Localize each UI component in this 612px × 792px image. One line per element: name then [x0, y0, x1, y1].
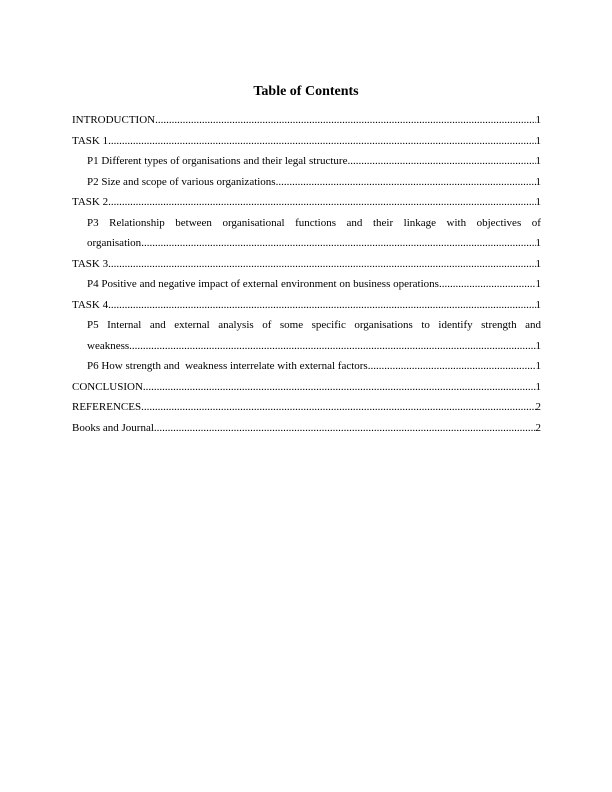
toc-entry-books-and-journal[interactable]	[72, 418, 541, 439]
toc-entry-word: P3	[87, 216, 99, 229]
toc-entry-label-line1	[87, 315, 541, 336]
toc-entry-word: strength	[481, 319, 517, 331]
toc-entry-label: TASK 4	[72, 298, 109, 311]
dot-leader	[108, 254, 535, 275]
toc-entry-p3[interactable]	[72, 213, 541, 254]
toc-entry-word: and	[525, 319, 541, 331]
toc-entry-word: P5	[87, 319, 99, 331]
toc-entry-label: P6 How strength and weakness interrelate with external factors	[87, 360, 368, 372]
toc-entry-page: 1	[535, 155, 541, 167]
dot-leader	[154, 418, 536, 439]
toc-entry-page: 1	[535, 298, 541, 311]
toc-entry-word: objectives	[476, 216, 522, 229]
toc-entry-task-1[interactable]	[72, 131, 541, 152]
toc-entry-p5[interactable]	[72, 315, 541, 356]
toc-entry-word: and	[149, 319, 166, 331]
toc-entry-page: 1	[535, 175, 541, 188]
toc-entry-p4[interactable]	[72, 274, 541, 295]
dot-leader	[108, 295, 535, 316]
table-of-contents	[72, 110, 541, 438]
toc-entry-page: 1	[535, 114, 541, 126]
toc-entry-word: external	[174, 319, 210, 331]
toc-entry-word: of	[262, 319, 272, 331]
dot-leader	[439, 274, 536, 295]
toc-entry-label: P1 Different types of organisations and their legal structure	[87, 155, 348, 167]
toc-entry-label: P2 Size and scope of various organizations	[87, 175, 276, 188]
toc-entry-word: analysis	[218, 319, 254, 331]
toc-entry-task-3[interactable]	[72, 254, 541, 275]
dot-leader	[141, 233, 535, 254]
toc-entry-word: Internal	[107, 319, 142, 331]
toc-entry-page: 1	[535, 134, 541, 147]
toc-entry-conclusion[interactable]	[72, 377, 541, 398]
dot-leader	[108, 192, 535, 213]
toc-entry-word: specific	[311, 319, 346, 331]
toc-entry-word: organisations	[354, 319, 413, 331]
dot-leader	[141, 397, 535, 418]
toc-entry-word: functions	[295, 216, 337, 229]
toc-entry-p6[interactable]	[72, 356, 541, 377]
toc-entry-page: 1	[535, 339, 541, 352]
toc-entry-task-4[interactable]	[72, 295, 541, 316]
toc-entry-page: 1	[535, 360, 541, 372]
dot-leader	[143, 377, 536, 398]
toc-entry-page: 1	[535, 278, 541, 290]
toc-entry-word: of	[531, 216, 541, 229]
toc-entry-task-2[interactable]	[72, 192, 541, 213]
toc-entry-label-line2: weakness	[87, 339, 130, 352]
toc-entry-page: 1	[535, 257, 541, 270]
toc-entry-label-line2: organisation	[87, 237, 142, 249]
dot-leader	[108, 131, 535, 152]
toc-entry-word: their	[372, 216, 394, 229]
toc-entry-label: Books and Journal	[72, 421, 154, 434]
dot-leader	[129, 336, 535, 357]
toc-entry-label: TASK 2	[72, 196, 109, 208]
dot-leader	[276, 172, 536, 193]
toc-entry-label-line1	[87, 213, 541, 234]
toc-entry-label: CONCLUSION	[72, 380, 143, 393]
toc-entry-page: 2	[535, 401, 541, 413]
toc-entry-label: INTRODUCTION	[72, 114, 156, 126]
toc-entry-page: 1	[535, 196, 541, 208]
toc-entry-word: linkage	[403, 216, 437, 229]
dot-leader	[368, 356, 536, 377]
toc-entry-word: with	[446, 216, 467, 229]
toc-entry-page: 2	[535, 421, 541, 434]
toc-entry-p1[interactable]	[72, 151, 541, 172]
toc-entry-page: 1	[535, 380, 541, 393]
toc-entry-label: REFERENCES	[72, 401, 142, 413]
toc-entry-word: identify	[438, 319, 473, 331]
toc-entry-word: Relationship	[109, 216, 165, 229]
toc-entry-references[interactable]	[72, 397, 541, 418]
toc-entry-p2[interactable]	[72, 172, 541, 193]
toc-title: Table of Contents	[253, 84, 359, 99]
toc-entry-introduction[interactable]	[72, 110, 541, 131]
dot-leader	[347, 151, 535, 172]
dot-leader	[155, 110, 535, 131]
toc-entry-word: some	[279, 319, 304, 331]
toc-entry-page: 1	[535, 237, 541, 249]
toc-entry-word: organisational	[222, 216, 285, 229]
toc-entry-word: and	[346, 216, 363, 229]
toc-entry-word: between	[175, 216, 212, 229]
toc-entry-word: to	[421, 319, 430, 331]
toc-entry-label: TASK 3	[72, 257, 109, 270]
toc-entry-label: TASK 1	[72, 134, 109, 147]
toc-entry-label: P4 Positive and negative impact of external environment on business operations	[87, 278, 439, 290]
